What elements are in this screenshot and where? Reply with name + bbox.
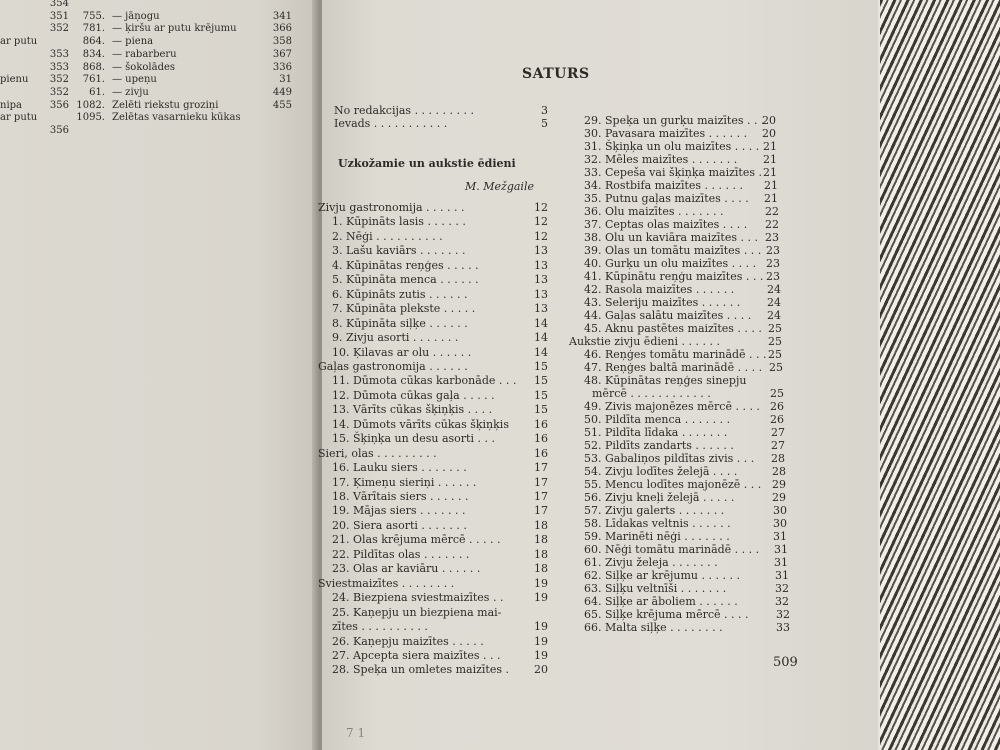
contents-row-page: 24	[767, 283, 781, 296]
contents-row-text: 1. Kūpināts lasis . . . . . .	[332, 215, 466, 229]
contents-row-text: 38. Olu un kaviāra maizītes . . .	[584, 231, 758, 244]
contents-row-page: 25	[768, 322, 782, 335]
index-row-text: — šokolādes	[112, 61, 176, 73]
index-row	[0, 61, 300, 74]
contents-row-text: 33. Cepeša vai šķiņķa maizītes .	[584, 166, 762, 179]
contents-row-page: 25	[768, 348, 782, 361]
contents-row-page: 29	[772, 478, 786, 491]
index-row-ref: 449	[272, 86, 292, 98]
contents-row-text: 5. Kūpināta menca . . . . . .	[332, 273, 479, 287]
contents-row-page: 23	[766, 244, 780, 257]
contents-row	[584, 322, 782, 335]
contents-row-page: 17	[534, 504, 548, 518]
contents-row-text: 60. Nēģi tomātu marinādē . . . .	[584, 543, 760, 556]
contents-row-text: 51. Pildīta līdaka . . . . . . .	[584, 426, 728, 439]
contents-row-page: 17	[534, 475, 548, 489]
contents-row-text: 48. Kūpinātas reņģes sinepju	[584, 374, 747, 387]
contents-row	[332, 562, 548, 575]
contents-row	[592, 387, 784, 400]
index-row-ref: 455	[272, 99, 292, 111]
index-row-text: — upeņu	[112, 74, 157, 86]
contents-row	[584, 192, 778, 205]
intro-row	[334, 117, 548, 130]
contents-row-page: 18	[534, 518, 548, 532]
contents-row	[332, 490, 548, 503]
contents-row	[332, 346, 548, 359]
contents-row-page: 21	[763, 153, 777, 166]
contents-row	[584, 582, 789, 595]
contents-row	[584, 283, 781, 296]
contents-row-text: 58. Līdakas veltnis . . . . . .	[584, 517, 731, 530]
contents-row	[318, 577, 548, 590]
contents-row-text: Gaļas gastronomija . . . . . .	[318, 359, 468, 373]
contents-row	[332, 504, 548, 517]
contents-row-page: 18	[534, 547, 548, 561]
contents-row	[584, 231, 779, 244]
contents-row-page: 16	[534, 432, 548, 446]
contents-row-text: 41. Kūpinātu reņģu maizītes . . .	[584, 270, 764, 283]
contents-row	[584, 114, 776, 127]
contents-row-page: 13	[534, 273, 548, 287]
contents-row-page: 25	[770, 387, 784, 400]
index-row-suffix: ar putu	[0, 112, 38, 124]
contents-row	[569, 335, 782, 348]
contents-row-page: 12	[534, 215, 548, 229]
index-row	[0, 22, 300, 35]
contents-row-page: 21	[764, 179, 778, 192]
contents-row	[332, 259, 548, 272]
page-title: SATURS	[522, 66, 590, 82]
index-row-number: 1095.	[76, 112, 105, 124]
contents-row-text: Zivju gastronomija . . . . . .	[318, 201, 465, 214]
contents-row	[584, 439, 785, 452]
contents-row-page: 17	[534, 490, 548, 503]
contents-row-page: 20	[762, 114, 776, 127]
contents-row-text: 3. Lašu kaviārs . . . . . . .	[332, 244, 466, 258]
contents-row-text: Aukstie zivju ēdieni . . . . . .	[569, 335, 720, 348]
contents-row-text: 47. Reņģes baltā marinādē . . . .	[584, 361, 763, 374]
contents-row-text: 20. Siera asorti . . . . . . .	[332, 518, 467, 532]
contents-row-text: 63. Siļķu veltnīši . . . . . . .	[584, 582, 727, 595]
contents-row-text: 26. Kaņepju maizītes . . . . .	[332, 634, 484, 648]
contents-row-page: 25	[768, 335, 782, 348]
contents-row	[584, 621, 790, 634]
index-row	[0, 124, 300, 137]
contents-row-page: 21	[763, 166, 777, 179]
contents-row-text: mērcē . . . . . . . . . . . .	[592, 387, 711, 400]
index-row-number: 781.	[82, 23, 105, 35]
intro-row	[334, 104, 548, 117]
contents-row	[584, 530, 787, 543]
index-row-suffix: pienu	[0, 74, 29, 86]
contents-row	[332, 548, 548, 561]
contents-row-page: 13	[534, 244, 548, 258]
contents-row-text: 2. Nēģi . . . . . . . . . .	[332, 229, 443, 243]
intro-row-text: Ievads . . . . . . . . . . .	[334, 117, 448, 130]
contents-row-page: 18	[534, 562, 548, 576]
contents-row	[332, 389, 548, 402]
contents-row-page: 12	[534, 201, 548, 214]
intro-row-text: No redakcijas . . . . . . . . .	[334, 104, 475, 117]
index-row	[0, 10, 300, 23]
contents-row-text: 39. Olas un tomātu maizītes . . .	[584, 244, 762, 257]
contents-row-page: 31	[775, 569, 789, 582]
index-row	[0, 35, 300, 48]
contents-row-text: 7. Kūpināta plekste . . . . .	[332, 302, 476, 316]
contents-row	[332, 215, 548, 228]
index-row	[0, 111, 300, 124]
index-row-number: 755.	[82, 10, 105, 22]
index-row	[0, 99, 300, 112]
contents-row-text: 30. Pavasara maizītes . . . . . .	[584, 127, 748, 140]
contents-row	[584, 491, 786, 504]
contents-row-text: 18. Vārītais siers . . . . . .	[332, 490, 469, 503]
contents-row-text: 40. Gurķu un olu maizītes . . . .	[584, 257, 757, 270]
contents-row-text: 61. Zivju želeja . . . . . . .	[584, 556, 718, 569]
contents-row-page: 13	[534, 258, 548, 272]
contents-row-page: 15	[534, 359, 548, 373]
contents-row-text: 13. Vārīts cūkas šķiņķis . . . .	[332, 403, 493, 417]
contents-row-text: 29. Speķa un gurķu maizītes . . .	[584, 114, 765, 127]
contents-row-text: 65. Siļķe krējuma mērcē . . . .	[584, 608, 749, 621]
contents-row	[584, 608, 790, 621]
contents-row-text: 21. Olas krējuma mērcē . . . . .	[332, 533, 501, 547]
contents-row	[318, 201, 548, 214]
contents-row-text: 10. Ķilavas ar olu . . . . . .	[332, 345, 472, 359]
contents-row-text: 54. Zivju lodītes želejā . . . .	[584, 465, 738, 478]
contents-row-page: 19	[534, 576, 548, 590]
contents-row-page: 18	[534, 533, 548, 547]
contents-row-page: 15	[534, 403, 548, 417]
contents-row	[332, 244, 548, 257]
contents-row-page: 31	[774, 543, 788, 556]
contents-row	[332, 476, 548, 489]
contents-row	[584, 361, 783, 374]
contents-row	[332, 331, 548, 344]
contents-row-page: 14	[534, 331, 548, 345]
contents-row	[584, 400, 784, 413]
contents-row-page: 15	[534, 388, 548, 402]
index-row	[0, 48, 300, 61]
contents-row	[584, 309, 781, 322]
contents-row	[584, 127, 776, 140]
page-number: 509	[773, 655, 798, 670]
contents-row-text: 9. Zivju asorti . . . . . . .	[332, 331, 459, 345]
contents-row-text: 6. Kūpināts zutis . . . . . .	[332, 287, 468, 301]
index-row-text: Zelēti riekstu groziņi	[112, 99, 219, 111]
index-row-page: 356	[49, 99, 69, 111]
index-row-number: 61.	[89, 86, 105, 98]
contents-row-page: 25	[769, 361, 783, 374]
contents-row-text: 28. Speķa un omletes maizītes .	[332, 663, 510, 677]
contents-row-page: 13	[534, 302, 548, 316]
contents-row-text: 25. Kaņepju un biezpiena mai-	[332, 605, 502, 619]
contents-row-page: 17	[534, 461, 548, 475]
index-row-page: 351	[49, 10, 69, 22]
contents-row-text: 17. Ķimeņu sieriņi . . . . . .	[332, 475, 477, 489]
index-row-ref: 336	[272, 61, 292, 73]
author-name: M. Mežgaile	[465, 180, 534, 193]
index-row-number: 864.	[82, 36, 105, 48]
index-row-page: 352	[49, 86, 69, 98]
contents-row	[584, 348, 782, 361]
contents-row-page: 13	[534, 287, 548, 301]
contents-row	[584, 140, 777, 153]
contents-row	[584, 205, 779, 218]
contents-row-page: 28	[771, 452, 785, 465]
contents-row-page: 19	[534, 591, 548, 605]
contents-row-text: 45. Aknu pastētes maizītes . . . .	[584, 322, 762, 335]
index-row-ref: 31	[279, 74, 292, 86]
contents-row	[332, 663, 548, 676]
contents-row-text: 36. Olu maizītes . . . . . . .	[584, 205, 724, 218]
contents-row	[332, 403, 548, 416]
contents-row-page: 29	[772, 491, 786, 504]
contents-row	[318, 360, 548, 373]
contents-row	[332, 230, 548, 243]
contents-row-page: 15	[534, 374, 548, 388]
contents-row	[584, 296, 781, 309]
contents-row-page: 23	[766, 270, 780, 283]
index-row-ref: 367	[272, 48, 292, 60]
index-row	[0, 86, 300, 99]
contents-row-text: 56. Zivju kneļi želejā . . . . .	[584, 491, 735, 504]
contents-row-text: 14. Dūmots vārīts cūkas šķiņķis	[332, 417, 509, 431]
index-row-ref: 341	[272, 10, 292, 22]
contents-row-text: 49. Zivis majonēzes mērcē . . . .	[584, 400, 760, 413]
contents-row	[332, 317, 548, 330]
left-page	[0, 0, 318, 750]
contents-row-page: 23	[766, 257, 780, 270]
contents-row-text: 37. Ceptas olas maizītes . . . .	[584, 218, 748, 231]
contents-row-page: 30	[773, 504, 787, 517]
contents-row	[332, 519, 548, 532]
contents-row	[584, 244, 780, 257]
contents-row-text: zītes . . . . . . . . . .	[332, 620, 428, 634]
contents-row-page: 32	[776, 608, 790, 621]
contents-row	[584, 543, 788, 556]
contents-row-page: 16	[534, 417, 548, 431]
index-row-number: 761.	[82, 74, 105, 86]
contents-row-text: 8. Kūpināta siļķe . . . . . .	[332, 316, 468, 330]
contents-row	[332, 461, 548, 474]
index-row	[0, 0, 300, 10]
index-row-text: — piena	[112, 36, 154, 48]
index-row-number: 868.	[82, 61, 105, 73]
index-row-page: 352	[49, 23, 69, 35]
contents-row	[332, 533, 548, 546]
contents-row-text: 55. Mencu lodītes majonēzē . . .	[584, 478, 762, 491]
index-row	[0, 73, 300, 86]
index-row-page: 353	[49, 61, 69, 73]
contents-row-text: 57. Zivju galerts . . . . . . .	[584, 504, 725, 517]
contents-row	[332, 418, 548, 431]
index-row-text: — ķiršu ar putu krējumu	[112, 23, 237, 35]
contents-row-page: 24	[767, 309, 781, 322]
contents-row	[584, 270, 780, 283]
contents-row-page: 20	[762, 127, 776, 140]
index-row-number: 834.	[82, 48, 105, 60]
contents-row	[332, 374, 548, 387]
contents-row-text: 19. Mājas siers . . . . . . .	[332, 504, 466, 518]
contents-row-page: 27	[771, 426, 785, 439]
contents-row-page: 21	[764, 192, 778, 205]
contents-row	[318, 447, 548, 460]
contents-row	[332, 649, 548, 662]
index-row-ref: 366	[272, 23, 292, 35]
contents-row	[332, 288, 548, 301]
contents-row-page: 32	[775, 595, 789, 608]
contents-row-page: 32	[775, 582, 789, 595]
contents-row-page: 21	[763, 140, 777, 153]
contents-row-text: 46. Reņģes tomātu marinādē . . .	[584, 348, 767, 361]
contents-row	[584, 166, 777, 179]
contents-row	[584, 153, 777, 166]
contents-row-page: 16	[534, 446, 548, 460]
contents-row	[584, 257, 780, 270]
contents-row-page: 26	[770, 413, 784, 426]
index-row-page: 354	[49, 0, 69, 9]
index-row-number: 1082.	[76, 99, 105, 111]
intro-row-page: 3	[541, 104, 548, 117]
pencil-mark: 7 1	[346, 726, 366, 740]
contents-row-page: 19	[534, 620, 548, 634]
contents-row-text: 34. Rostbifa maizītes . . . . . .	[584, 179, 744, 192]
contents-row-page: 23	[765, 231, 779, 244]
index-row-text: Zelētas vasarnieku kūkas	[112, 112, 241, 124]
book-cover	[880, 0, 1000, 750]
contents-row-text: Sviestmaizītes . . . . . . . .	[318, 576, 455, 590]
contents-row-page: 33	[776, 621, 790, 634]
section-title: Uzkožamie un aukstie ēdieni	[338, 157, 516, 170]
contents-row-text: 43. Seleriju maizītes . . . . . .	[584, 296, 741, 309]
contents-row	[584, 504, 787, 517]
index-row-text: — jāņogu	[112, 10, 160, 22]
contents-row-page: 22	[765, 218, 779, 231]
contents-row-text: 42. Rasola maizītes . . . . . .	[584, 283, 735, 296]
index-row-suffix: ar putu	[0, 36, 38, 48]
index-row-page: 356	[49, 125, 69, 136]
contents-row-page: 14	[534, 316, 548, 330]
contents-row-text: 59. Marinēti nēģi . . . . . . .	[584, 530, 730, 543]
contents-row	[584, 218, 779, 231]
contents-row	[584, 569, 789, 582]
contents-row	[332, 302, 548, 315]
contents-row-text: 12. Dūmota cūkas gaļa . . . . .	[332, 388, 495, 402]
contents-row	[584, 452, 785, 465]
contents-row	[584, 478, 786, 491]
contents-row	[584, 595, 789, 608]
contents-row-page: 19	[534, 648, 548, 662]
contents-row	[332, 635, 548, 648]
contents-row-text: 24. Biezpiena sviestmaizītes . .	[332, 591, 504, 605]
contents-row	[584, 179, 778, 192]
contents-row-text: Sieri, olas . . . . . . . . .	[318, 446, 437, 460]
contents-row	[332, 606, 548, 619]
contents-row	[584, 517, 787, 530]
contents-row-page: 14	[534, 345, 548, 359]
index-row-page: 353	[49, 48, 69, 60]
contents-row-text: 27. Apcepta siera maizītes . . .	[332, 648, 501, 662]
contents-row-page: 31	[773, 530, 787, 543]
contents-row	[584, 413, 784, 426]
contents-row-text: 35. Putnu gaļas maizītes . . . .	[584, 192, 749, 205]
contents-row-page: 28	[772, 465, 786, 478]
index-row-page: 352	[49, 74, 69, 86]
contents-row	[584, 426, 785, 439]
contents-row	[584, 556, 788, 569]
contents-row-text: 32. Mēles maizītes . . . . . . .	[584, 153, 738, 166]
contents-row-text: 52. Pildīts zandarts . . . . . .	[584, 439, 734, 452]
contents-row-text: 50. Pildīta menca . . . . . . .	[584, 413, 731, 426]
contents-row-text: 15. Šķiņķa un desu asorti . . .	[332, 432, 495, 446]
contents-row	[332, 591, 548, 604]
contents-row-page: 27	[771, 439, 785, 452]
contents-row-text: 66. Malta siļķe . . . . . . . .	[584, 621, 723, 634]
contents-row-page: 12	[534, 229, 548, 243]
contents-row	[332, 432, 548, 445]
index-row-text: — rabarberu	[112, 48, 177, 60]
contents-row-page: 24	[767, 296, 781, 309]
index-row-text: — zivju	[112, 86, 149, 98]
contents-row-page: 26	[770, 400, 784, 413]
intro-row-page: 5	[541, 117, 548, 130]
contents-row-text: 53. Gabaliņos pildītas zivis . . .	[584, 452, 755, 465]
contents-row-text: 22. Pildītas olas . . . . . . .	[332, 547, 470, 561]
contents-row-page: 20	[534, 663, 548, 677]
contents-row-page: 30	[773, 517, 787, 530]
contents-row-page: 19	[534, 634, 548, 648]
contents-row-text: 44. Gaļas salātu maizītes . . . .	[584, 309, 752, 322]
contents-row	[584, 465, 786, 478]
contents-row	[584, 374, 783, 387]
index-row-suffix: nipa	[0, 99, 23, 111]
contents-row	[332, 273, 548, 286]
contents-row-text: 11. Dūmota cūkas karbonāde . . .	[332, 374, 517, 388]
contents-row-text: 31. Šķiņķa un olu maizītes . . . .	[584, 140, 760, 153]
contents-row-page: 31	[774, 556, 788, 569]
index-row-ref: 358	[272, 36, 292, 48]
contents-row-text: 23. Olas ar kaviāru . . . . . .	[332, 562, 481, 576]
contents-row	[332, 620, 548, 633]
contents-row-page: 22	[765, 205, 779, 218]
contents-row-text: 4. Kūpinātas reņģes . . . . .	[332, 258, 479, 272]
contents-row-text: 16. Lauku siers . . . . . . .	[332, 461, 467, 475]
contents-row-text: 62. Siļķe ar krējumu . . . . . .	[584, 569, 740, 582]
contents-row-text: 64. Siļķe ar āboliem . . . . . .	[584, 595, 738, 608]
